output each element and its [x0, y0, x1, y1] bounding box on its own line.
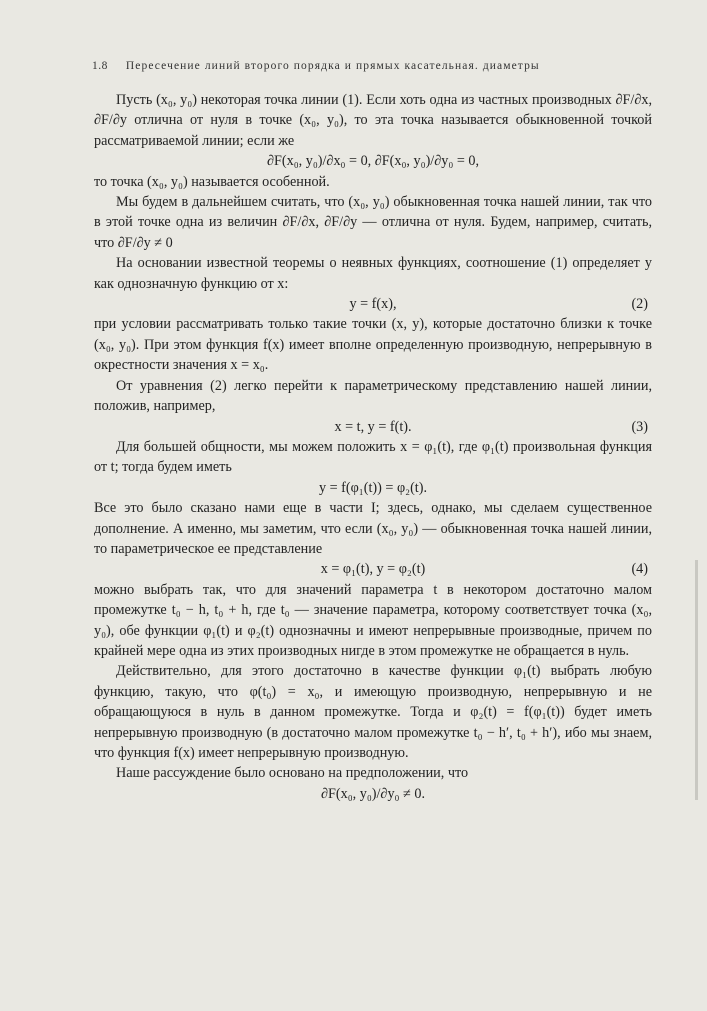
equation-2 — [94, 294, 652, 314]
equation-3 — [94, 417, 652, 437]
paragraph-4: На основании известной теоремы о неявных функциях, соотношение (1) определяет y как однозначную функцию от x: — [94, 255, 652, 292]
running-title: Пересечение линий второго порядка и прямых касательная. диаметры — [125, 60, 540, 72]
paragraph-11: Наше рассуждение было основано на предположении, что — [116, 765, 469, 782]
paragraph-2: то точка (x₀, y₀) называется особенной. — [94, 173, 330, 190]
equation-4 — [94, 559, 652, 579]
paragraph-10: Действительно, для этого достаточно в качестве функции φ₁(t) выбрать любую функцию, такую, что φ(t₀) = x₀, и имеющую производную, непрерывную и не обращающуюся в нуль в данном промежутке. Тогда и φ₂(t) = f(φ₁(t)) будет иметь непрерывную производную (в достаточно малом промежутке t₀ − h′, t₀ + h′), ибо мы знаем, что функция f(x) имеет непрерывную производную. — [94, 663, 652, 761]
paragraph-9: можно выбрать так, что для значений параметра t в некотором достаточно малом промежутке t₀ − h, t₀ + h, где t₀ — значение параметра, которому соответствует точка (x₀, y₀), обе функции φ₁(t) и φ₂(t) однозначны и имеют непрерывные производные, причем по крайней мере одна из этих производных нигде в этом промежутке не обращается в нуль. — [94, 581, 652, 659]
equation-2-number: (2) — [631, 296, 648, 313]
paragraph-6: От уравнения (2) легко перейти к параметрическому представлению нашей линии, положив, например, — [94, 377, 652, 415]
page-number: 1.8 — [92, 60, 108, 72]
paragraph-1: Пусть (x₀, y₀) некоторая точка линии (1). Если хоть одна из частных производных ∂F/∂x, ∂F/∂y отлична от нуля в точке (x₀, y₀), то эта точка называется обыкновенной точкой рассматриваемой линии; если же — [94, 92, 652, 149]
body-text — [94, 90, 652, 804]
paragraph-8: Все это было сказано нами еще в части I; здесь, однако, мы сделаем существенное дополнение. А именно, мы заметим, что если (x₀, y₀) — обыкновенная точка нашей линии, то параметрическое ее представление — [94, 500, 652, 557]
running-header — [92, 60, 652, 72]
paragraph-7: Для большей общности, мы можем положить x = φ₁(t), где φ₁(t) произвольная функция от t; тогда будем иметь — [94, 438, 652, 476]
equation-partials-zero: ∂F(x₀, y₀)/∂x₀ = 0, ∂F(x₀, y₀)/∂y₀ = 0, — [266, 153, 480, 170]
equation-3-number: (3) — [631, 418, 648, 435]
equation-nonzero: ∂F(x₀, y₀)/∂y₀ ≠ 0. — [320, 785, 426, 802]
equation-4-number: (4) — [631, 561, 648, 578]
paragraph-5: при условии рассматривать только такие точки (x, y), которые достаточно близки к точке (x₀, y₀). При этом функция f(x) имеет вполне определенную производную, непрерывную в окрестности значения x = x₀. — [94, 316, 652, 374]
equation-3-body: x = t, y = f(t). — [334, 418, 412, 435]
equation-2-body: y = f(x), — [349, 296, 397, 313]
equation-composite: y = f(φ₁(t)) = φ₂(t). — [318, 479, 428, 496]
page-edge-shadow — [695, 560, 698, 800]
equation-4-body: x = φ₁(t), y = φ₂(t) — [320, 561, 426, 578]
paragraph-3: Мы будем в дальнейшем считать, что (x₀, y₀) обыкновенная точка нашей линии, так что в этой точке одна из величин ∂F/∂x, ∂F/∂y — отлична от нуля. Будем, например, считать, что ∂F/∂y ≠ 0 — [94, 194, 652, 251]
